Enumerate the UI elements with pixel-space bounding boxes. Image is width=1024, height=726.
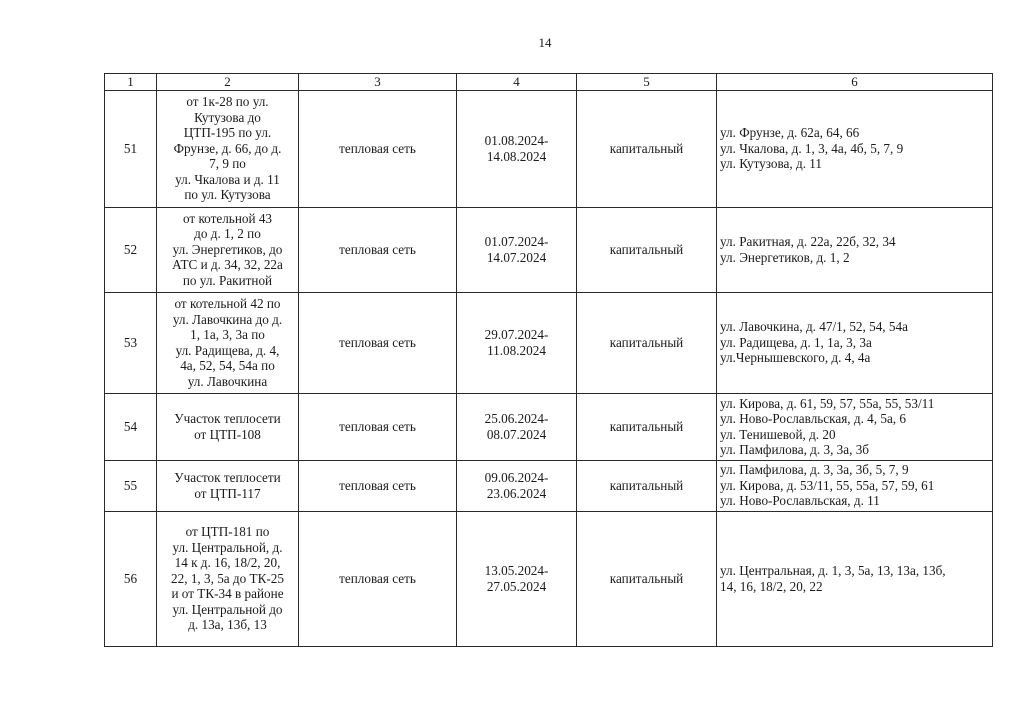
route-cell: от ЦТП-181 по ул. Центральной, д. 14 к д. 16, 18/2, 20, 22, 1, 3, 5а до ТК-25 и от ТК-34 в районе ул. Центральной до д. 13а, 13б, 13	[157, 511, 299, 646]
page-number: 14	[538, 35, 552, 50]
table-row	[105, 393, 993, 460]
route-cell: Участок теплосети от ЦТП-108	[157, 393, 299, 460]
network-cell: тепловая сеть	[299, 207, 457, 292]
addresses-cell: ул. Ракитная, д. 22а, 22б, 32, 34 ул. Энергетиков, д. 1, 2	[717, 207, 993, 292]
table-row	[105, 460, 993, 511]
column-header: 1	[105, 74, 157, 91]
addresses-cell: ул. Фрунзе, д. 62а, 64, 66 ул. Чкалова, д. 1, 3, 4а, 4б, 5, 7, 9 ул. Кутузова, д. 11	[717, 90, 993, 207]
repair-schedule-table	[104, 73, 993, 647]
network-cell: тепловая сеть	[299, 460, 457, 511]
column-header: 2	[157, 74, 299, 91]
route-cell: от 1к-28 по ул. Кутузова до ЦТП-195 по ул. Фрунзе, д. 66, до д. 7, 9 по ул. Чкалова и д. 11 по ул. Кутузова	[157, 90, 299, 207]
route-cell: от котельной 42 по ул. Лавочкина до д. 1, 1а, 3, 3а по ул. Радищева, д. 4, 4а, 52, 54, 54а по ул. Лавочкина	[157, 292, 299, 393]
period-cell: 25.06.2024- 08.07.2024	[457, 393, 577, 460]
route-cell: от котельной 43 до д. 1, 2 по ул. Энергетиков, до АТС и д. 34, 32, 22а по ул. Ракитной	[157, 207, 299, 292]
period-cell: 09.06.2024- 23.06.2024	[457, 460, 577, 511]
route-cell: Участок теплосети от ЦТП-117	[157, 460, 299, 511]
header-row	[105, 74, 993, 91]
repair-type-cell: капитальный	[577, 393, 717, 460]
row-number: 51	[105, 90, 157, 207]
network-cell: тепловая сеть	[299, 90, 457, 207]
period-cell: 29.07.2024- 11.08.2024	[457, 292, 577, 393]
repair-type-cell: капитальный	[577, 292, 717, 393]
table-row	[105, 511, 993, 646]
column-header: 3	[299, 74, 457, 91]
addresses-cell: ул. Кирова, д. 61, 59, 57, 55а, 55, 53/11 ул. Ново-Рославльская, д. 4, 5а, 6 ул. Тенишевой, д. 20 ул. Памфилова, д. 3, 3а, 3б	[717, 393, 993, 460]
table-row	[105, 292, 993, 393]
period-cell: 13.05.2024- 27.05.2024	[457, 511, 577, 646]
row-number: 53	[105, 292, 157, 393]
column-header: 5	[577, 74, 717, 91]
network-cell: тепловая сеть	[299, 511, 457, 646]
repair-type-cell: капитальный	[577, 207, 717, 292]
table-row	[105, 207, 993, 292]
network-cell: тепловая сеть	[299, 292, 457, 393]
row-number: 55	[105, 460, 157, 511]
addresses-cell: ул. Центральная, д. 1, 3, 5а, 13, 13а, 13б, 14, 16, 18/2, 20, 22	[717, 511, 993, 646]
period-cell: 01.07.2024- 14.07.2024	[457, 207, 577, 292]
column-header: 4	[457, 74, 577, 91]
period-cell: 01.08.2024- 14.08.2024	[457, 90, 577, 207]
column-header: 6	[717, 74, 993, 91]
network-cell: тепловая сеть	[299, 393, 457, 460]
table-row	[105, 90, 993, 207]
repair-type-cell: капитальный	[577, 460, 717, 511]
repair-type-cell: капитальный	[577, 90, 717, 207]
row-number: 54	[105, 393, 157, 460]
addresses-cell: ул. Памфилова, д. 3, 3а, 3б, 5, 7, 9 ул. Кирова, д. 53/11, 55, 55а, 57, 59, 61 ул. Ново-Рославльская, д. 11	[717, 460, 993, 511]
row-number: 52	[105, 207, 157, 292]
addresses-cell: ул. Лавочкина, д. 47/1, 52, 54, 54а ул. Радищева, д. 1, 1а, 3, 3а ул.Чернышевского, д. 4, 4а	[717, 292, 993, 393]
repair-type-cell: капитальный	[577, 511, 717, 646]
row-number: 56	[105, 511, 157, 646]
